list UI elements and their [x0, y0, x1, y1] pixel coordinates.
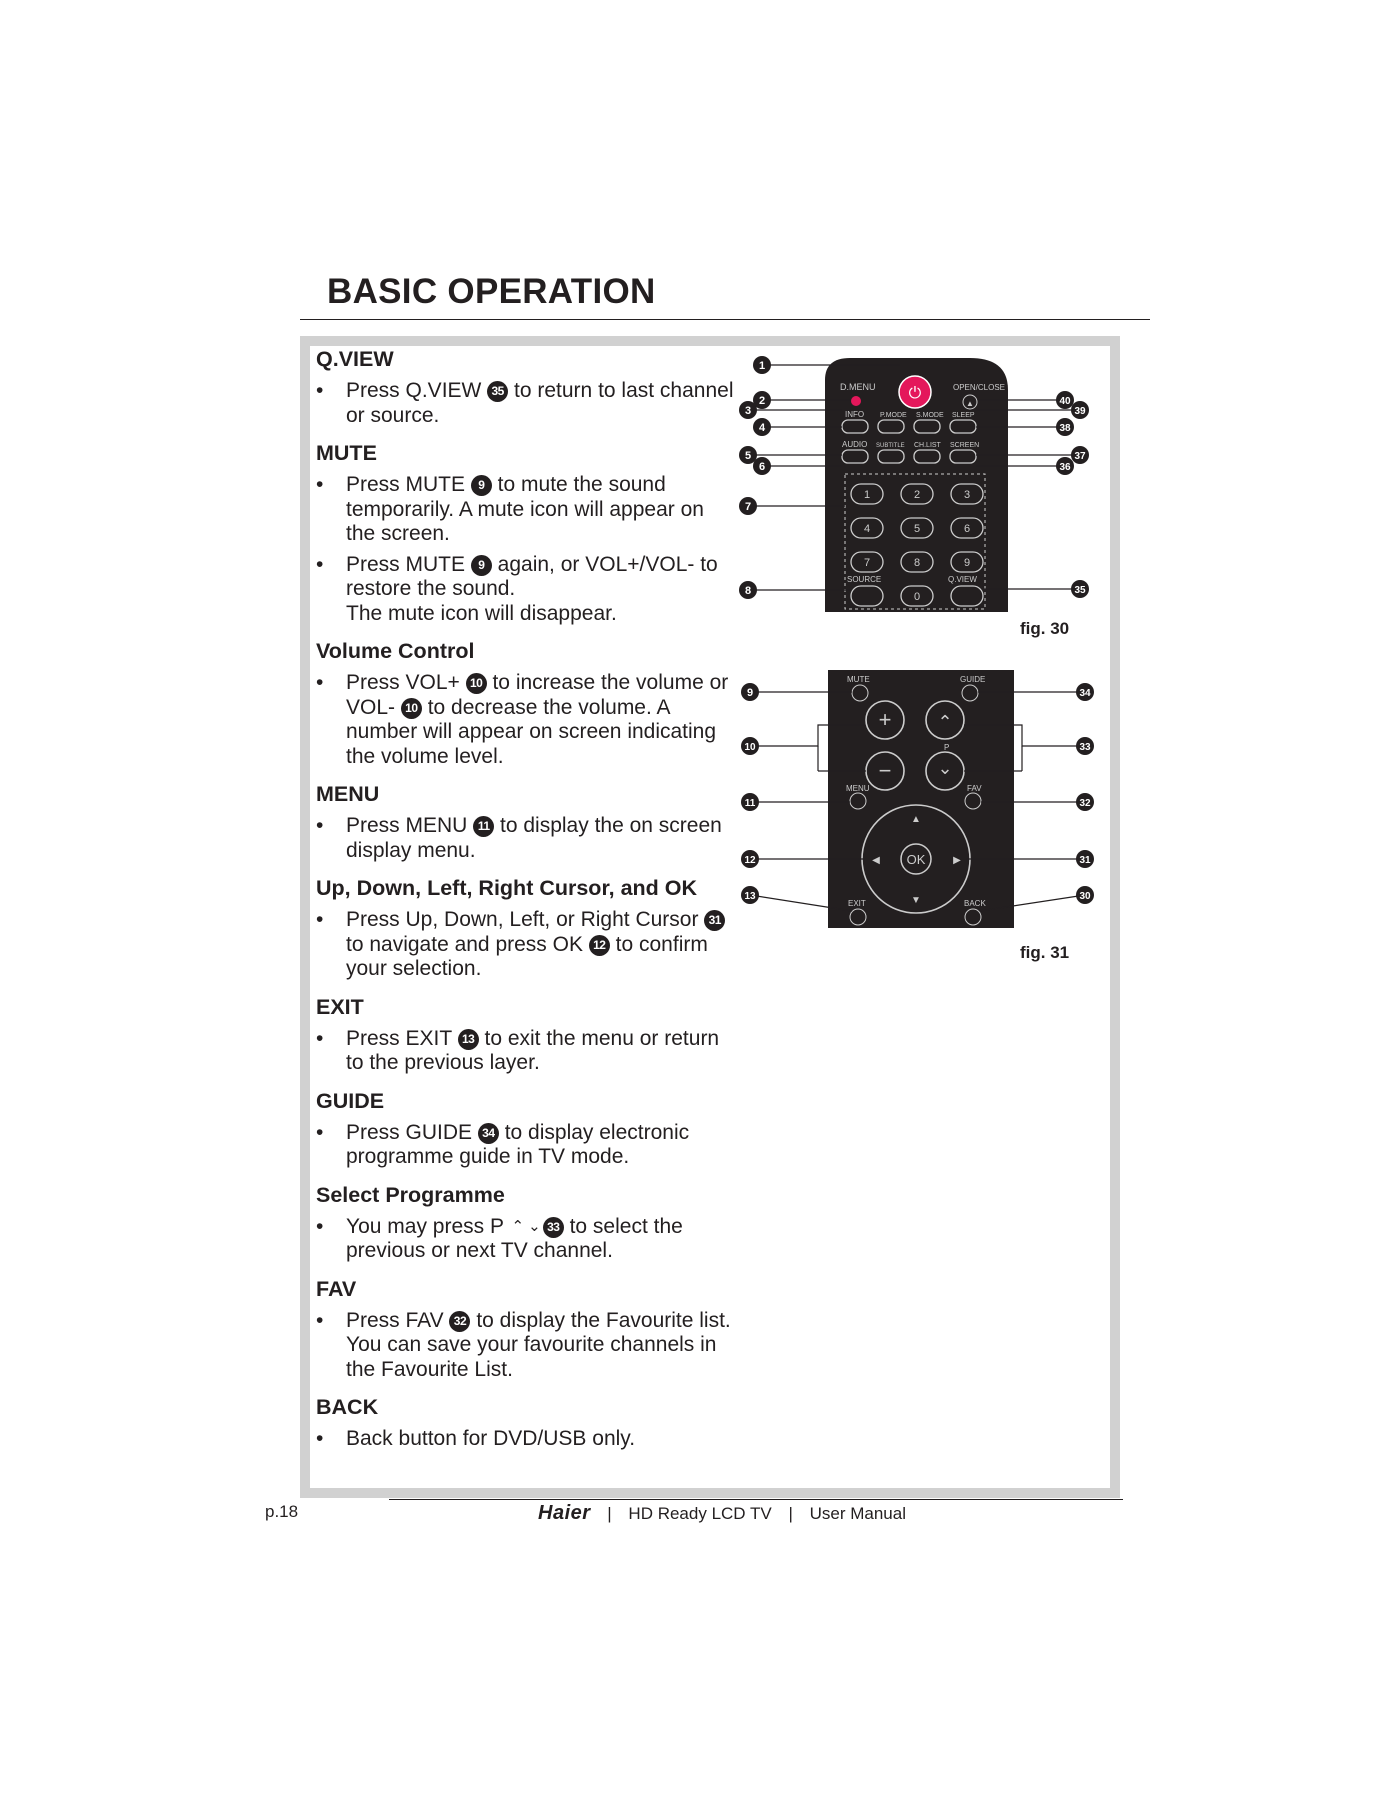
svg-text:33: 33 [1079, 742, 1091, 753]
instruction-section [316, 1182, 736, 1264]
bullet-item [316, 908, 736, 982]
item-text: again, or VOL+/VOL- to restore the sound. [346, 552, 718, 600]
svg-text:EXIT: EXIT [848, 899, 866, 908]
chevron-up-down-icon: ⌃ ⌄ [511, 1217, 541, 1235]
svg-text:39: 39 [1074, 406, 1086, 417]
button-number-badge: 13 [458, 1029, 479, 1050]
remote-figure-30 [730, 350, 1110, 612]
bullet-mark: • [316, 814, 324, 837]
footer: Haier | HD Ready LCD TV | User Manual [538, 1502, 906, 1524]
instruction-section [316, 1088, 736, 1170]
power-icon: ⏻ [908, 385, 922, 402]
svg-text:▲: ▲ [911, 814, 921, 825]
svg-text:12: 12 [744, 855, 756, 866]
svg-text:30: 30 [1079, 891, 1091, 902]
button-number-badge: 31 [704, 910, 725, 931]
item-text: to navigate and press OK [346, 932, 589, 956]
button-number-badge: 9 [471, 475, 492, 496]
svg-text:13: 13 [744, 891, 756, 902]
button-number-badge: 12 [589, 935, 610, 956]
instruction-section [316, 875, 736, 982]
svg-text:37: 37 [1074, 451, 1086, 462]
instruction-section [316, 638, 736, 769]
item-text: to confirm your selection. [346, 932, 708, 980]
item-text: Press FAV [346, 1308, 450, 1332]
bullet-mark: • [316, 908, 324, 931]
svg-text:CH.LIST: CH.LIST [914, 442, 941, 449]
item-text: to increase the volume or VOL- [346, 671, 729, 719]
svg-text:7: 7 [744, 501, 752, 513]
section-heading: Q.VIEW [316, 347, 394, 371]
instruction-section [316, 1276, 736, 1383]
item-text: Press Up, Down, Left, or Right Cursor [346, 908, 705, 931]
svg-text:MUTE: MUTE [847, 675, 870, 684]
button-number-badge: 10 [401, 698, 422, 719]
page-title: BASIC OPERATION [327, 272, 656, 311]
section-heading: Volume Control [316, 639, 475, 663]
svg-text:3: 3 [963, 489, 971, 501]
svg-text:7: 7 [863, 557, 871, 569]
instruction-section [316, 440, 736, 626]
item-text: to mute the sound temporarily. A mute icon will appear on the screen. [346, 473, 704, 545]
button-number-badge: 34 [478, 1123, 499, 1144]
svg-text:1: 1 [758, 360, 766, 372]
item-text: to decrease the volume. A number will appear on screen indicating the volume level. [346, 695, 717, 768]
svg-text:AUDIO: AUDIO [842, 440, 868, 449]
section-heading: EXIT [316, 994, 364, 1019]
svg-text:38: 38 [1059, 423, 1071, 434]
svg-text:SUBTITLE: SUBTITLE [876, 443, 905, 449]
svg-text:MENU: MENU [846, 784, 870, 793]
button-number-badge: 32 [449, 1311, 470, 1332]
instruction-section [316, 1394, 736, 1452]
button-number-badge: 33 [543, 1217, 564, 1238]
bullet-item [316, 1427, 736, 1452]
page-number: p.18 [265, 1502, 299, 1521]
bullet-mark: • [316, 671, 324, 694]
bullet-mark: • [316, 379, 324, 402]
svg-text:9: 9 [963, 557, 971, 569]
svg-text:8: 8 [913, 557, 921, 569]
item-text: to select the previous or next TV channel. [346, 1214, 683, 1262]
item-text: The mute icon will disappear. [346, 601, 617, 625]
svg-text:3: 3 [744, 405, 752, 417]
svg-text:4: 4 [863, 523, 871, 535]
bullet-mark: • [316, 1026, 324, 1050]
item-text: to exit the menu or return to the previous layer. [346, 1026, 720, 1074]
svg-text:+: + [878, 707, 892, 732]
svg-text:▶: ▶ [953, 855, 961, 866]
brand-logo: Haier [538, 1502, 591, 1524]
item-text: Press VOL+ [346, 671, 466, 694]
svg-text:40: 40 [1059, 396, 1071, 407]
item-text: Press Q.VIEW [346, 379, 488, 402]
bullet-item [316, 553, 736, 627]
section-heading: GUIDE [316, 1088, 385, 1113]
bullet-item [316, 1121, 736, 1170]
document-name: User Manual [809, 1504, 906, 1523]
bullet-item [316, 1027, 736, 1076]
title-divider [300, 319, 1150, 320]
instruction-section [316, 994, 736, 1076]
item-text: to display electronic programme guide in TV mode. [346, 1120, 690, 1168]
svg-text:▼: ▼ [911, 895, 921, 906]
svg-text:5: 5 [913, 523, 921, 535]
svg-text:11: 11 [744, 798, 756, 809]
svg-text:⌃: ⌃ [937, 712, 953, 732]
figure-30-caption: fig. 30 [1020, 619, 1070, 638]
bullet-mark: • [316, 552, 324, 576]
instruction-section [316, 781, 736, 863]
section-heading: MENU [316, 782, 380, 806]
svg-text:35: 35 [1074, 585, 1086, 596]
item-text: Press EXIT [346, 1026, 458, 1050]
svg-text:8: 8 [744, 585, 752, 597]
item-text: Press MENU [346, 814, 474, 837]
bullet-item [316, 814, 736, 863]
svg-text:GUIDE: GUIDE [960, 675, 986, 684]
item-text: Press MUTE [346, 473, 471, 496]
d-menu-label: D.MENU [840, 382, 876, 392]
bullet-item [316, 1215, 736, 1264]
item-text: to display the on screen display menu. [346, 814, 722, 862]
svg-text:9: 9 [746, 687, 754, 699]
svg-text:6: 6 [963, 523, 971, 535]
button-number-badge: 11 [473, 816, 494, 837]
svg-text:⌄: ⌄ [937, 758, 953, 778]
item-text: Press GUIDE [346, 1120, 478, 1144]
svg-text:2: 2 [758, 395, 766, 407]
item-text: to display the Favourite list. You can save your favourite channels in the Favourite List. [346, 1308, 731, 1381]
bullet-item [316, 473, 736, 547]
button-number-badge: 10 [466, 673, 487, 694]
item-text: to return to last channel or source. [346, 379, 734, 427]
section-heading: FAV [316, 1276, 357, 1301]
svg-text:0: 0 [913, 591, 921, 603]
button-number-badge: 35 [487, 381, 508, 402]
svg-text:10: 10 [744, 742, 756, 753]
bullet-mark: • [316, 473, 324, 496]
item-text: Back button for DVD/USB only. [346, 1427, 636, 1450]
product-name: HD Ready LCD TV [628, 1504, 772, 1523]
bullet-item [316, 379, 736, 428]
svg-text:S.MODE: S.MODE [916, 412, 944, 419]
svg-text:5: 5 [744, 450, 752, 462]
instruction-section [316, 346, 736, 428]
svg-text:P.MODE: P.MODE [880, 412, 907, 419]
open-close-label: OPEN/CLOSE [953, 383, 1006, 392]
instructions-column [316, 346, 736, 1464]
svg-text:INFO: INFO [845, 410, 865, 419]
bullet-item [316, 1309, 736, 1383]
bullet-mark: • [316, 1308, 324, 1332]
remote-figure-31 [730, 670, 1110, 930]
bullet-mark: • [316, 1214, 324, 1238]
button-number-badge: 9 [471, 555, 492, 576]
svg-text:−: − [878, 758, 892, 783]
svg-text:SLEEP: SLEEP [952, 412, 975, 419]
svg-text:SCREEN: SCREEN [950, 442, 980, 449]
svg-text:BACK: BACK [964, 899, 986, 908]
section-heading: MUTE [316, 441, 377, 465]
svg-text:36: 36 [1059, 462, 1071, 473]
svg-text:▲: ▲ [966, 399, 974, 408]
svg-text:Q.VIEW: Q.VIEW [948, 575, 977, 584]
svg-text:2: 2 [913, 489, 921, 501]
bullet-mark: • [316, 1120, 324, 1144]
footer-divider [389, 1499, 1123, 1500]
svg-text:4: 4 [758, 422, 766, 434]
figure-31-caption: fig. 31 [1020, 943, 1070, 962]
svg-text:31: 31 [1079, 855, 1091, 866]
item-text: Press MUTE [346, 552, 471, 576]
svg-text:34: 34 [1079, 688, 1091, 699]
item-text: You may press P [346, 1214, 510, 1238]
svg-text:OK: OK [906, 852, 926, 867]
svg-text:FAV: FAV [967, 784, 982, 793]
section-heading: BACK [316, 1395, 379, 1419]
svg-text:P: P [944, 743, 950, 752]
svg-text:◀: ◀ [872, 855, 880, 866]
svg-text:1: 1 [863, 489, 871, 501]
section-heading: Up, Down, Left, Right Cursor, and OK [316, 876, 698, 900]
bullet-item [316, 671, 736, 769]
svg-text:6: 6 [758, 461, 766, 473]
svg-text:SOURCE: SOURCE [847, 575, 882, 584]
section-heading: Select Programme [316, 1182, 505, 1207]
bullet-mark: • [316, 1427, 324, 1450]
svg-text:32: 32 [1079, 798, 1091, 809]
